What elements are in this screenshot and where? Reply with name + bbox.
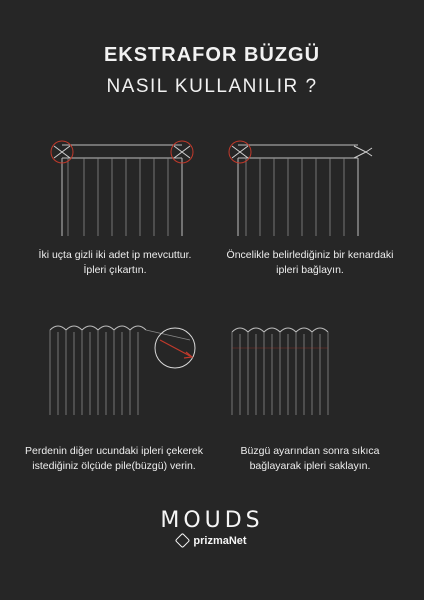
step-1-illustration: [40, 128, 200, 238]
step-2-caption-line-2: ipleri bağlayın.: [276, 264, 344, 276]
step-2-caption-line-1: Öncelikle belirlediğiniz bir kenardaki: [226, 249, 394, 261]
step-1-caption-line-2: İpleri çıkartın.: [83, 264, 147, 276]
step-1-caption-line-1: İki uçta gizli iki adet ip mevcuttur.: [38, 249, 192, 261]
curtain-pleat-drawing: [40, 310, 210, 420]
step-3-caption-line-2: istediğiniz ölçüde pile(büzgü) verin.: [32, 460, 196, 472]
step-3-caption-line-1: Perdenin diğer ucundaki ipleri çekerek: [24, 445, 204, 457]
step-4-caption-line-1: Büzgü ayarından sonra sıkıca: [240, 445, 380, 457]
brand-sub-text: prizmaNet: [193, 534, 247, 547]
brand-logo-text: MOUDS: [160, 508, 264, 533]
brand-sub: [177, 535, 246, 547]
page-title: EKSTRAFOR BÜZGÜ: [103, 44, 321, 66]
step-2-caption: [212, 248, 408, 278]
curtain-tie-drawing: [224, 128, 384, 238]
page-subtitle: NASIL KULLANILIR ?: [106, 76, 318, 97]
prizmanet-icon: [175, 533, 191, 549]
curtain-untie-drawing: [40, 128, 200, 238]
step-4-caption: [212, 444, 408, 474]
step-4-illustration: [226, 310, 386, 420]
brand-logo: [0, 508, 424, 551]
step-4-caption-line-2: bağlayarak ipleri saklayın.: [249, 460, 371, 472]
step-2-illustration: [224, 128, 384, 238]
step-3-illustration: [40, 310, 210, 420]
step-1-caption: [20, 248, 210, 278]
curtain-finished-drawing: [226, 310, 386, 420]
step-3-caption: [14, 444, 214, 474]
